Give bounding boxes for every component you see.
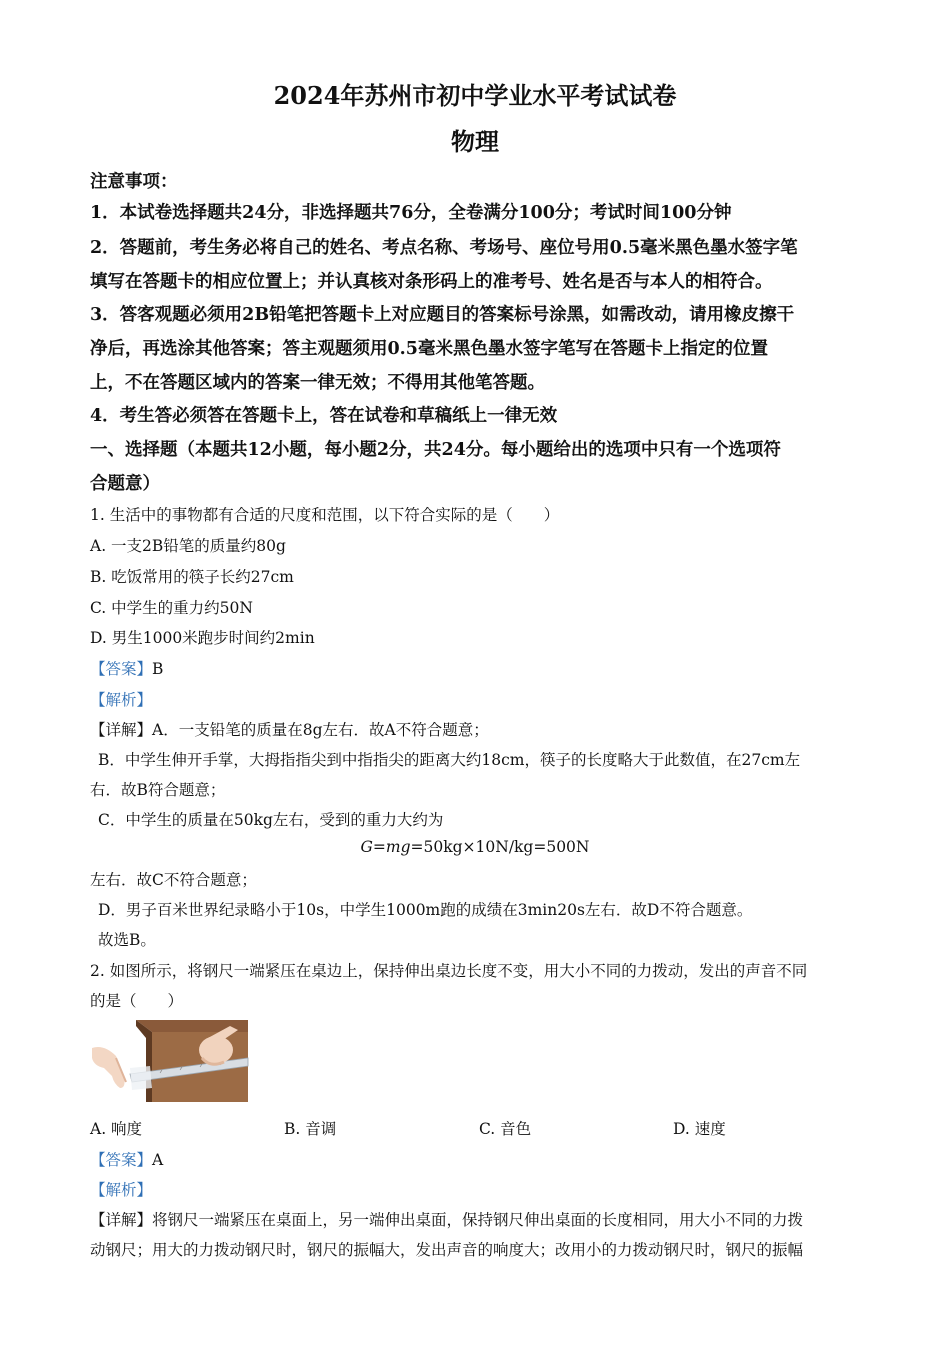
q1-detail-2b: 右．故B符合题意； bbox=[90, 781, 226, 799]
notice-line-1: 1．本试卷选择题共24分，非选择题共76分，全卷满分100分；考试时间100分钟 bbox=[90, 203, 732, 223]
answer-value: B bbox=[152, 660, 164, 678]
q1-option-a: A. 一支2B铅笔的质量约80g bbox=[90, 537, 286, 555]
q2-stem-b: 的是（ ） bbox=[90, 992, 184, 1010]
answer-tag: 【答案】 bbox=[90, 1151, 153, 1169]
q1-analysis-tag: 【解析】 bbox=[90, 691, 153, 709]
notice-heading: 注意事项： bbox=[90, 172, 178, 192]
detail-tag: 【详解】 bbox=[90, 721, 153, 739]
q1-detail-3: C．中学生的质量在50kg左右，受到的重力大约为 bbox=[98, 811, 444, 829]
section-heading-a: 一、选择题（本题共12小题，每小题2分，共24分。每小题给出的选项中只有一个选项符 bbox=[90, 440, 781, 460]
detail-tag: 【详解】 bbox=[90, 1211, 153, 1229]
answer-value: A bbox=[152, 1151, 164, 1169]
section-heading-b: 合题意） bbox=[90, 474, 160, 494]
notice-line-3a: 3．答客观题必须用2B铅笔把答题卡上对应题目的答案标号涂黑，如需改动，请用橡皮擦干 bbox=[90, 305, 795, 325]
q1-formula bbox=[0, 838, 950, 856]
formula-g: G bbox=[360, 838, 373, 856]
q1-option-c: C. 中学生的重力约50N bbox=[90, 599, 253, 617]
q2-answer bbox=[90, 1148, 163, 1170]
q1-detail-1 bbox=[90, 718, 489, 740]
q1-option-b: B. 吃饭常用的筷子长约27cm bbox=[90, 568, 294, 586]
formula-mg: mg bbox=[385, 838, 411, 856]
q1-detail-4: D．男子百米世界纪录略小于10s，中学生1000m跑的成绩在3min20s左右．故D不符合题意。 bbox=[98, 901, 753, 919]
formula-rest: =50kg×10N/kg=500N bbox=[410, 838, 590, 856]
q1-conclusion: 故选B。 bbox=[98, 931, 156, 949]
detail-text: 将钢尺一端紧压在桌面上，另一端伸出桌面，保持钢尺伸出桌面的长度相同，用大小不同的力拨 bbox=[152, 1211, 804, 1229]
q1-answer bbox=[90, 657, 163, 679]
q1-detail-3b: 左右．故C不符合题意； bbox=[90, 871, 257, 889]
q1-stem: 1. 生活中的事物都有合适的尺度和范围，以下符合实际的是（ ） bbox=[90, 506, 560, 524]
ruler-on-desk-figure bbox=[90, 1018, 250, 1104]
q2-detail-1 bbox=[90, 1208, 803, 1230]
q2-stem-a: 2. 如图所示，将钢尺一端紧压在桌边上，保持伸出桌边长度不变，用大小不同的力拨动，发出的声音不同 bbox=[90, 962, 808, 980]
q2-analysis-tag: 【解析】 bbox=[90, 1181, 153, 1199]
q1-detail-2a: B．中学生伸开手掌，大拇指指尖到中指指尖的距离大约18cm，筷子的长度略大于此数值，在27cm左 bbox=[98, 751, 801, 769]
q2-option-d: D. 速度 bbox=[673, 1120, 726, 1138]
q2-option-c: C. 音色 bbox=[479, 1120, 532, 1138]
q2-detail-2: 动钢尺；用大的力拨动钢尺时，钢尺的振幅大，发出声音的响度大；改用小的力拨动钢尺时，钢尺的振幅 bbox=[90, 1241, 804, 1259]
notice-line-3c: 上，不在答题区域内的答案一律无效；不得用其他笔答题。 bbox=[90, 373, 545, 393]
notice-line-2b: 填写在答题卡的相应位置上；并认真核对条形码上的准考号、姓名是否与本人的相符合。 bbox=[90, 272, 773, 292]
exam-subject: 物理 bbox=[451, 127, 499, 156]
q2-option-b: B. 音调 bbox=[284, 1120, 337, 1138]
notice-line-3b: 净后，再选涂其他答案；答主观题须用0.5毫米黑色墨水签字笔写在答题卡上指定的位置 bbox=[90, 339, 768, 359]
q2-option-a: A. 响度 bbox=[90, 1120, 143, 1138]
q1-option-d: D. 男生1000米跑步时间约2min bbox=[90, 629, 315, 647]
notice-line-4: 4．考生答必须答在答题卡上，答在试卷和草稿纸上一律无效 bbox=[90, 406, 558, 426]
formula-equals: = bbox=[372, 838, 386, 856]
exam-title: 2024年苏州市初中学业水平考试试卷 bbox=[273, 81, 677, 110]
notice-line-2a: 2．答题前，考生务必将自己的姓名、考点名称、考场号、座位号用0.5毫米黑色墨水签字笔 bbox=[90, 238, 798, 258]
answer-tag: 【答案】 bbox=[90, 660, 153, 678]
detail-text: A．一支铅笔的质量在8g左右．故A不符合题意； bbox=[152, 721, 489, 739]
